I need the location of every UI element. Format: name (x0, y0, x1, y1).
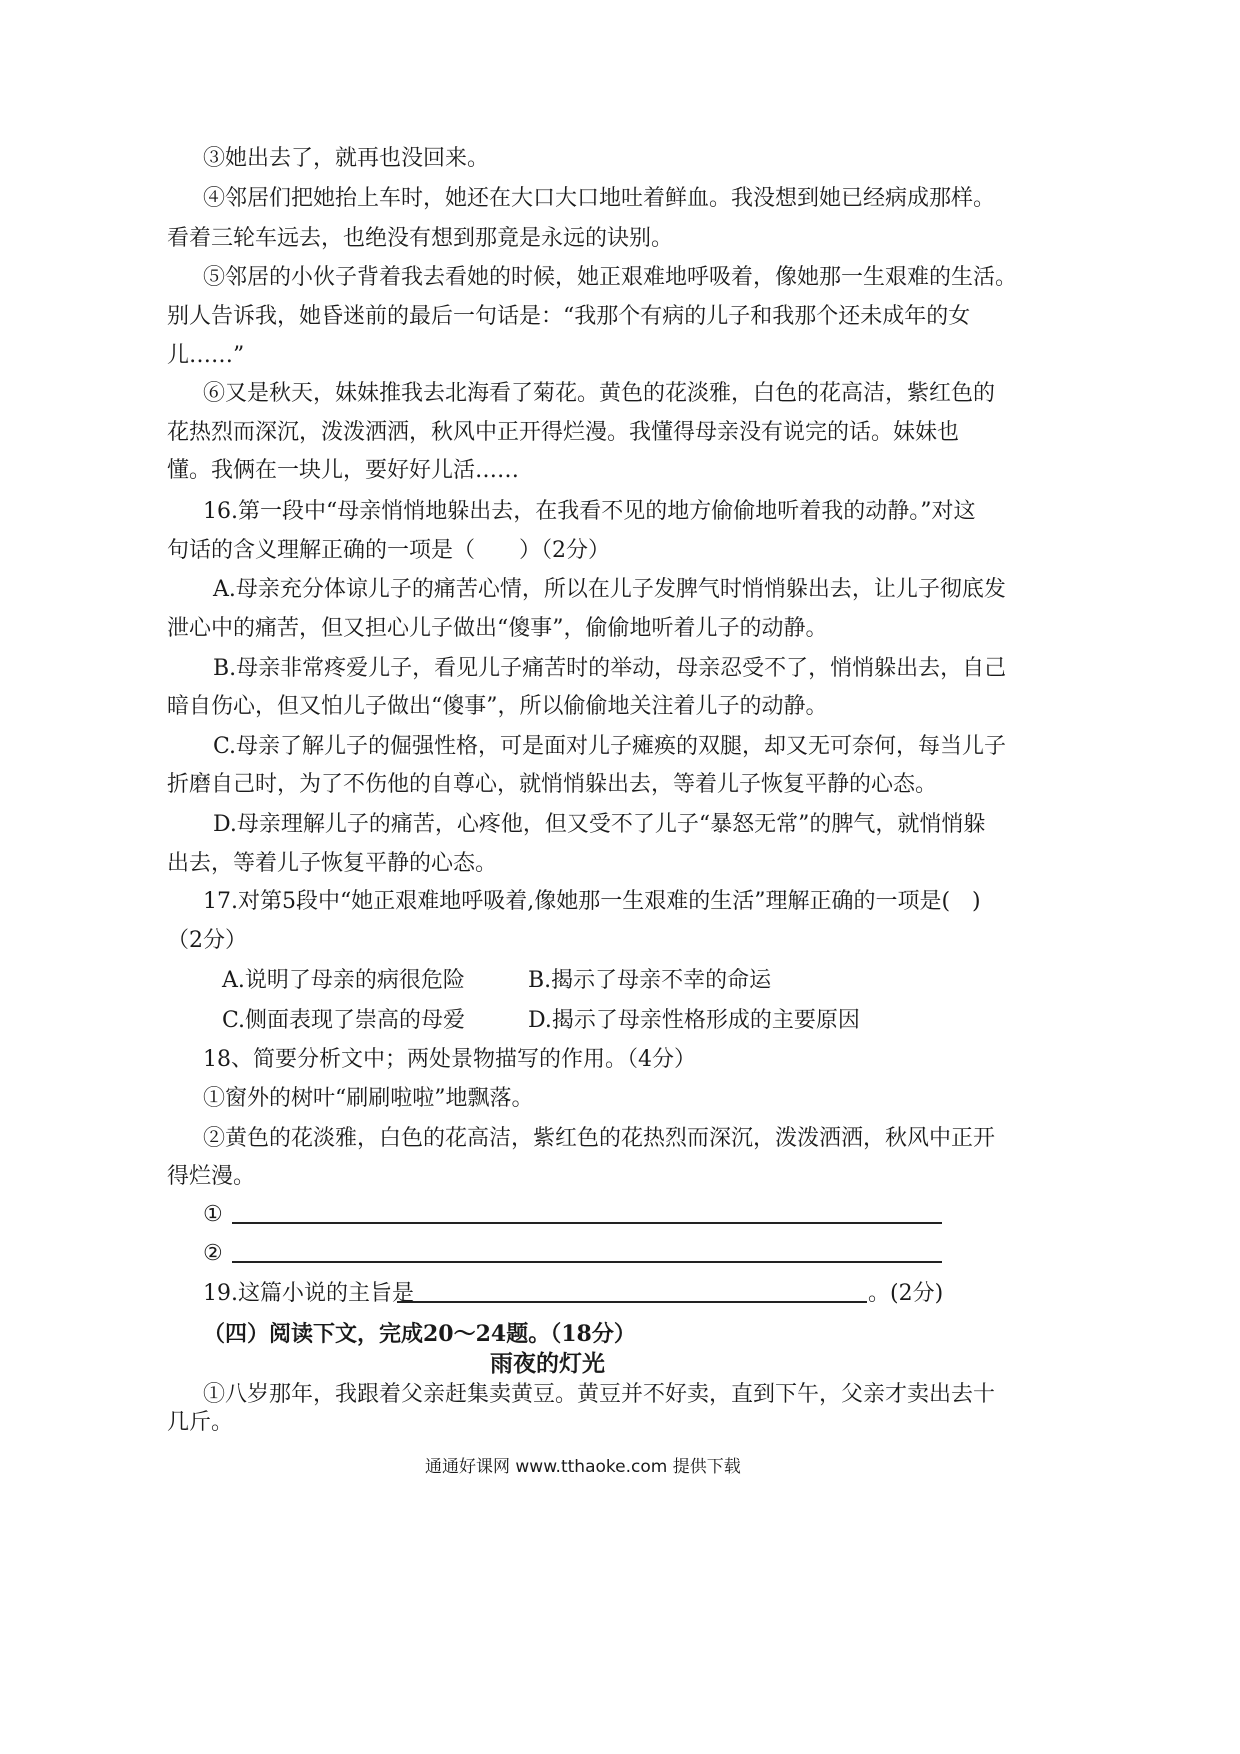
passage-paragraph-6-line3: 懂。我俩在一块儿，要好好儿活…… (167, 458, 520, 483)
question-16-stem-line2: 句话的含义理解正确的一项是（ ）（2分） (167, 538, 610, 563)
question-19-stem: 19.这篇小说的主旨是 (203, 1281, 414, 1306)
passage-paragraph-4-line1: ④邻居们把她抬上车时，她还在大口大口地吐着鲜血。我没想到她已经病成那样。 (203, 186, 996, 211)
question-18-answer-1-blank[interactable] (232, 1222, 942, 1224)
question-16-stem-line1: 16.第一段中“母亲悄悄地躲出去，在我看不见的地方偷偷地听着我的动静。”对这 (203, 499, 976, 524)
question-18-answer-1-mark: ① (203, 1202, 223, 1227)
passage-paragraph-5-line1: ⑤邻居的小伙子背着我去看她的时候，她正艰难地呼吸着，像她那一生艰难的生活。 (203, 265, 1018, 290)
passage-paragraph-5-line3: 儿……” (167, 343, 245, 368)
article-paragraph-1-line1: ①八岁那年，我跟着父亲赶集卖黄豆。黄豆并不好卖，直到下午，父亲才卖出去十 (203, 1382, 996, 1407)
question-17-option-b: B.揭示了母亲不幸的命运 (528, 968, 772, 993)
question-17-stem-line2: （2分） (167, 928, 247, 953)
passage-paragraph-5-line2: 别人告诉我，她昏迷前的最后一句话是：“我那个有病的儿子和我那个还未成年的女 (167, 304, 971, 329)
question-17-stem-line1: 17.对第5段中“她正艰难地呼吸着,像她那一生艰难的生活”理解正确的一项是( ) (203, 889, 981, 914)
footer-source: 通通好课网 www.tthaoke.com 提供下载 (425, 1457, 741, 1477)
passage-paragraph-6-line2: 花热烈而深沉，泼泼洒洒，秋风中正开得烂漫。我懂得母亲没有说完的话。妹妹也 (167, 420, 960, 445)
question-19-tail: 。(2分) (868, 1281, 944, 1306)
question-17-option-c: C.侧面表现了崇高的母爱 (222, 1008, 466, 1033)
passage-paragraph-4-line2: 看着三轮车远去，也绝没有想到那竟是永远的诀别。 (167, 226, 674, 251)
question-16-option-a-line1: A.母亲充分体谅儿子的痛苦心情，所以在儿子发脾气时悄悄躲出去，让儿子彻底发 (213, 577, 1006, 602)
question-18-answer-2-blank[interactable] (232, 1261, 942, 1263)
question-17-option-d: D.揭示了母亲性格形成的主要原因 (528, 1008, 860, 1033)
article-title: 雨夜的灯光 (490, 1350, 605, 1377)
question-16-option-c-line2: 折磨自己时，为了不伤他的自尊心，就悄悄躲出去，等着儿子恢复平静的心态。 (167, 772, 938, 797)
section-4-heading: （四）阅读下文，完成20～24题。（18分） (203, 1321, 636, 1347)
question-17-option-a: A.说明了母亲的病很危险 (222, 968, 465, 993)
question-18-answer-2-mark: ② (203, 1241, 223, 1266)
question-18-item-1: ①窗外的树叶“刷刷啦啦”地飘落。 (203, 1086, 534, 1111)
question-16-option-d-line2: 出去，等着儿子恢复平静的心态。 (167, 851, 498, 876)
question-18-stem: 18、简要分析文中；两处景物描写的作用。（4分） (203, 1047, 696, 1072)
question-16-option-b-line2: 暗自伤心，但又怕儿子做出“傻事”，所以偷偷地关注着儿子的动静。 (167, 694, 828, 719)
passage-paragraph-6-line1: ⑥又是秋天，妹妹推我去北海看了菊花。黄色的花淡雅，白色的花高洁，紫红色的 (203, 381, 996, 406)
question-16-option-c-line1: C.母亲了解儿子的倔强性格，可是面对儿子瘫痪的双腿，却又无可奈何，每当儿子 (213, 734, 1007, 759)
question-19-answer-blank[interactable] (397, 1301, 867, 1303)
question-18-item-2-line2: 得烂漫。 (167, 1164, 256, 1189)
article-paragraph-1-line2: 几斤。 (167, 1410, 234, 1435)
question-16-option-d-line1: D.母亲理解儿子的痛苦，心疼他，但又受不了儿子“暴怒无常”的脾气，就悄悄躲 (213, 812, 986, 837)
passage-paragraph-3: ③她出去了，就再也没回来。 (203, 146, 490, 171)
question-16-option-b-line1: B.母亲非常疼爱儿子，看见儿子痛苦时的举动，母亲忍受不了，悄悄躲出去，自己 (213, 656, 1007, 681)
question-16-option-a-line2: 泄心中的痛苦，但又担心儿子做出“傻事”，偷偷地听着儿子的动静。 (167, 616, 828, 641)
question-18-item-2-line1: ②黄色的花淡雅，白色的花高洁，紫红色的花热烈而深沉，泼泼洒洒，秋风中正开 (203, 1126, 996, 1151)
